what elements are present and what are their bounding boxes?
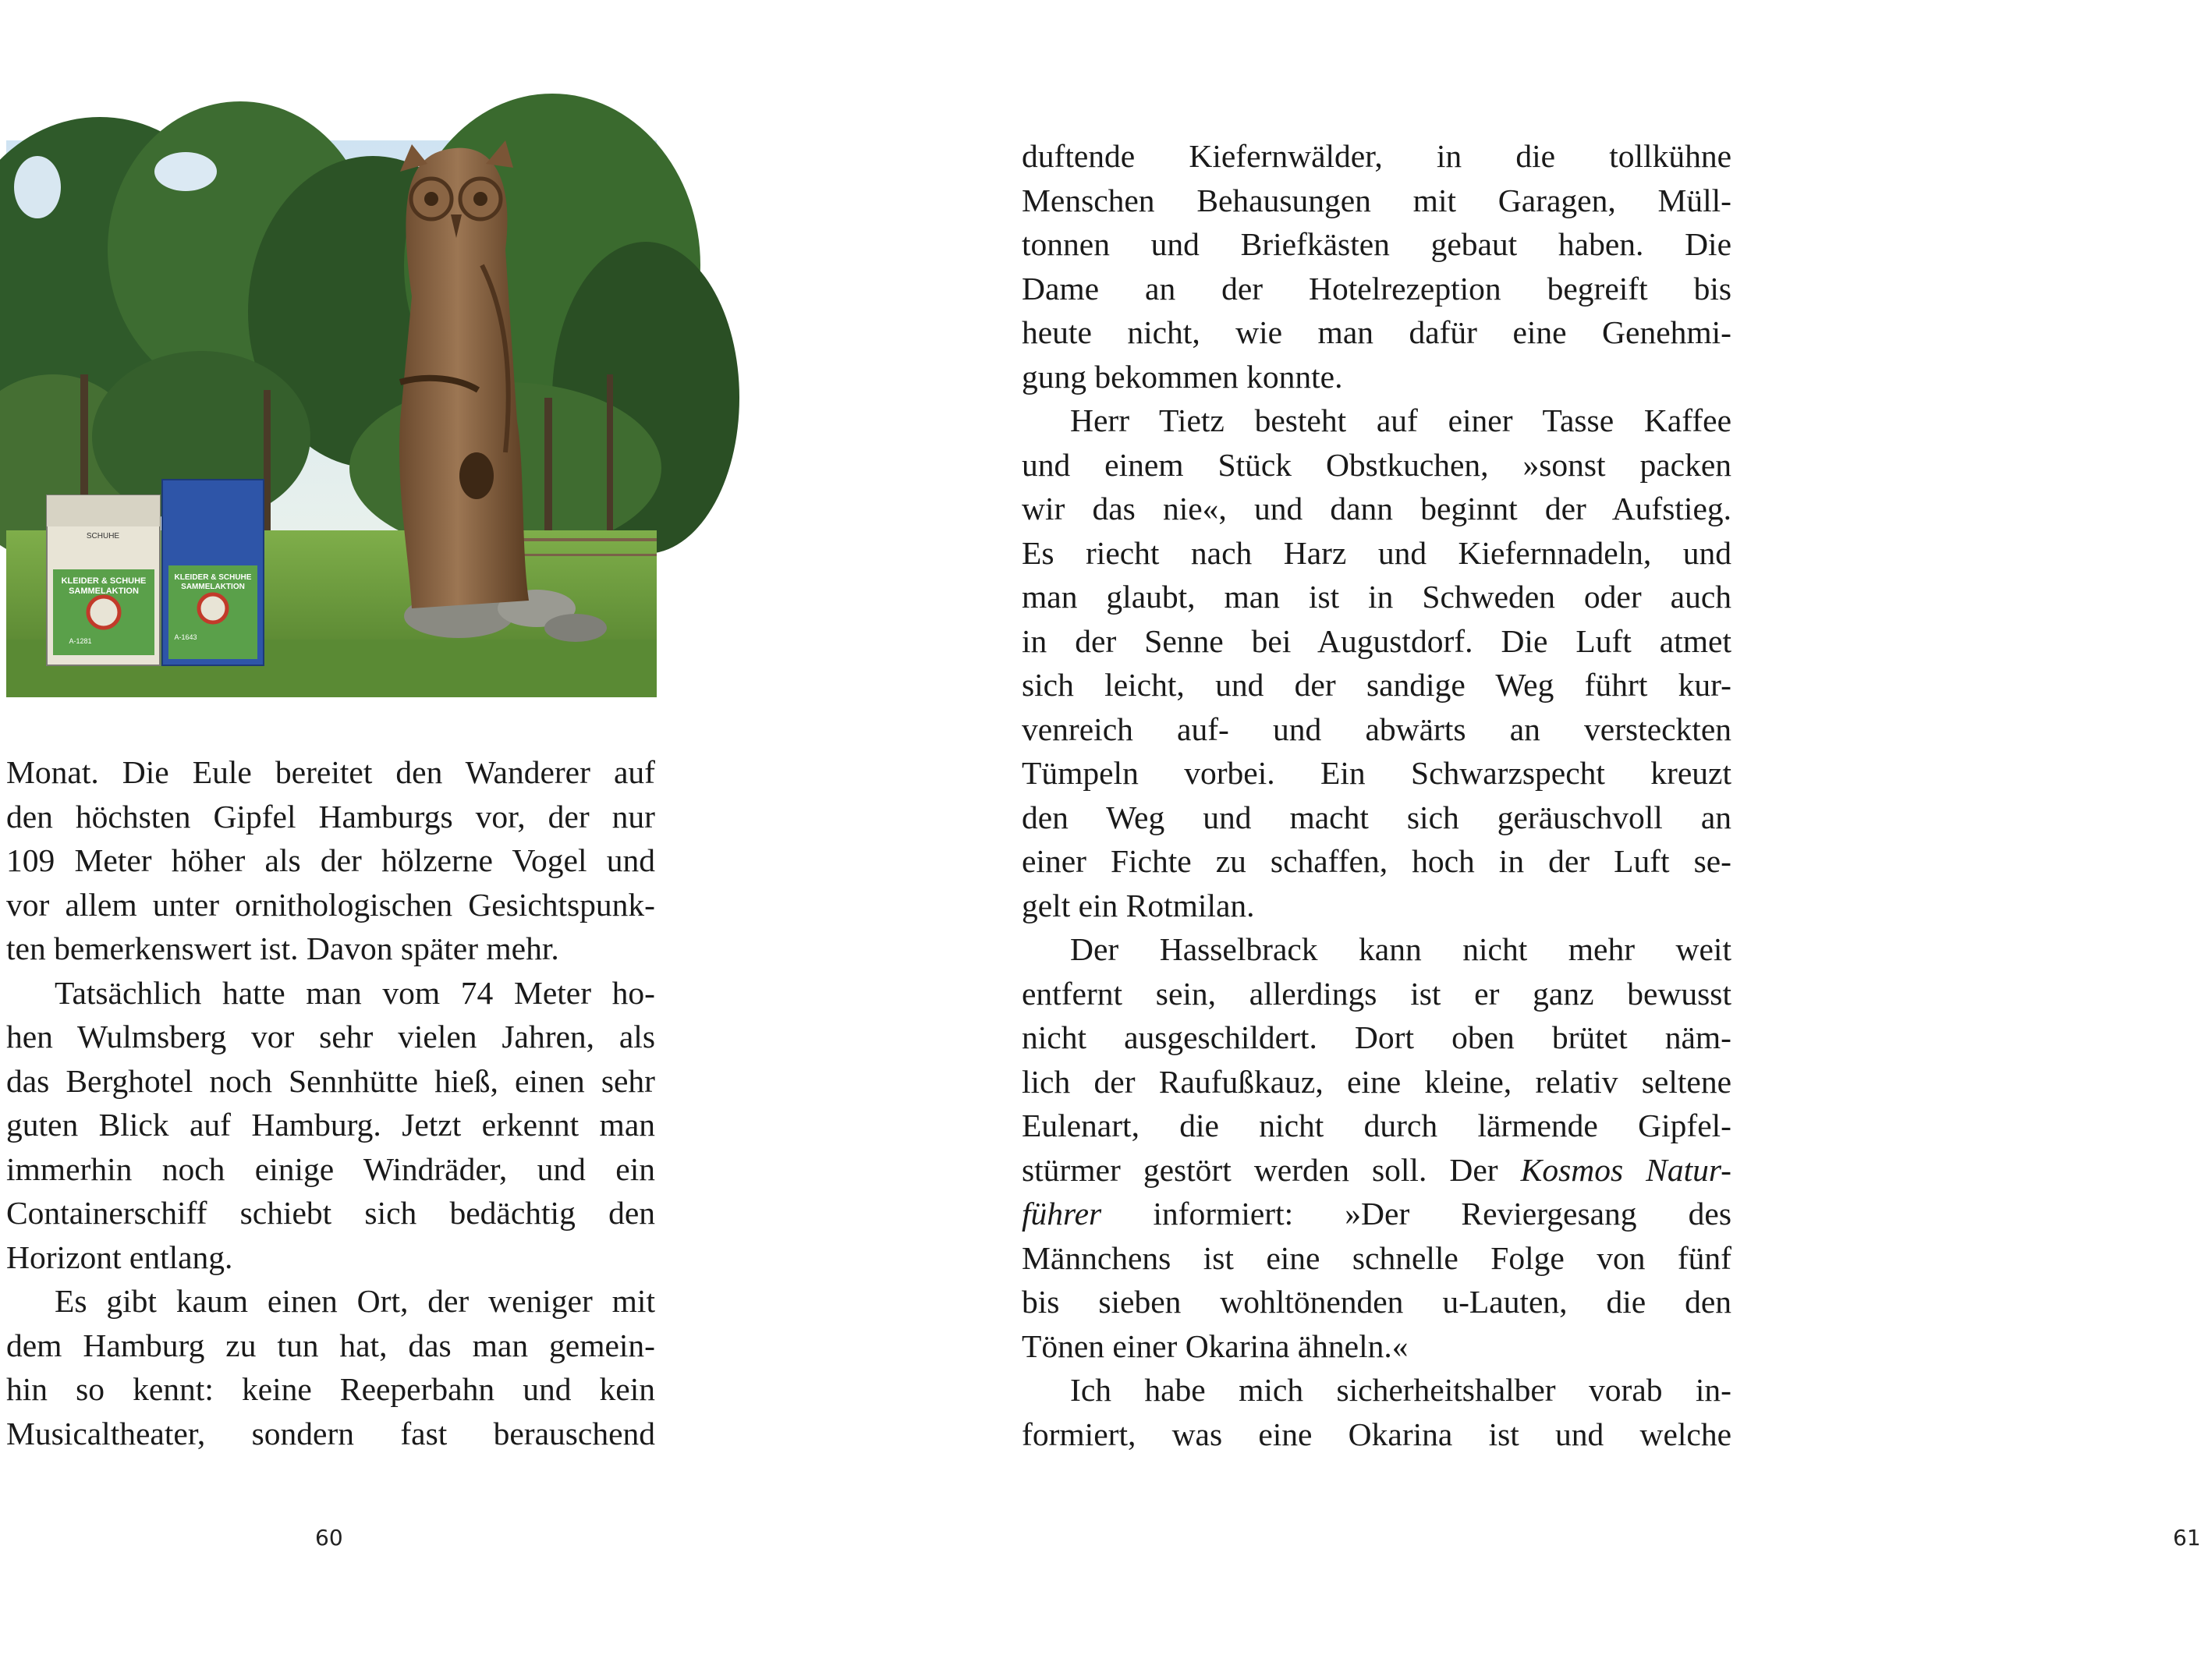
text-line: gung bekommen konnte.: [1022, 358, 1343, 395]
text-line: guten Blick auf Hamburg. Jetzt erkennt man: [6, 1107, 655, 1143]
text-line: venreich auf- und abwärts an versteckten: [1022, 711, 1731, 747]
text-line: Monat. Die Eule bereitet den Wanderer auf: [6, 754, 655, 790]
text-line: gelt ein Rotmilan.: [1022, 887, 1255, 923]
bin-left-id: A-1281: [69, 637, 92, 645]
page-number: 61: [2173, 1525, 2201, 1551]
left-page-body-text: [6, 750, 655, 1455]
text-line: Es gibt kaum einen Ort, der weniger mit: [55, 1283, 655, 1319]
text-line: duftende Kiefernwälder, in die tollkühne: [1022, 138, 1731, 174]
text-line: Containerschiff schiebt sich bedächtig den: [6, 1195, 655, 1231]
text-segment: stürmer gestört werden soll. Der: [1022, 1151, 1521, 1188]
text-line: immerhin noch einige Windräder, und ein: [6, 1150, 655, 1187]
text-line: Horizont entlang.: [6, 1239, 233, 1275]
text-line: 109 Meter höher als der hölzerne Vogel und: [6, 842, 655, 878]
bin-right-id: A-1643: [174, 633, 197, 641]
text-line: das Berghotel noch Sennhütte hieß, einen sehr: [6, 1062, 655, 1099]
bin-right-label-2: SAMMELAKTION: [181, 583, 245, 591]
text-line: und einem Stück Obstkuchen, »sonst packen: [1022, 446, 1731, 483]
bin-left-label-2: SAMMELAKTION: [69, 587, 139, 596]
text-line: Männchens ist eine schnelle Folge von fünf: [1022, 1239, 1731, 1276]
text-line: den höchsten Gipfel Hamburgs vor, der nur: [6, 798, 655, 835]
left-page: [0, 0, 840, 1680]
page-number: 60: [315, 1525, 343, 1551]
bin-right-label-1: KLEIDER & SCHUHE: [174, 573, 252, 582]
text-line: nicht ausgeschildert. Dort oben brütet näm-: [1022, 1019, 1731, 1055]
text-line: Eulenart, die nicht durch lärmende Gipfel-: [1022, 1108, 1731, 1143]
text-line: ten bemerkenswert ist. Davon später mehr.: [6, 930, 559, 966]
text-line: Tatsächlich hatte man vom 74 Meter ho-: [55, 974, 655, 1011]
text-line: sich leicht, und der sandige Weg führt kur-: [1022, 667, 1731, 703]
text-line: tonnen und Briefkästen gebaut haben. Die: [1022, 226, 1731, 262]
text-line: den Weg und macht sich geräuschvoll an: [1022, 799, 1731, 835]
text-line: in der Senne bei Augustdorf. Die Luft atmet: [1022, 622, 1731, 659]
text-line: Der Hasselbrack kann nicht mehr weit: [1070, 931, 1731, 967]
bin-left-label-1: KLEIDER & SCHUHE: [61, 576, 147, 586]
text-line: Menschen Behausungen mit Garagen, Müll-: [1022, 182, 1731, 218]
text-line: vor allem unter ornithologischen Gesichtspunk-: [6, 886, 655, 923]
book-title-italic: Kosmos Natur-: [1520, 1151, 1731, 1188]
text-line: Herr Tietz besteht auf einer Tasse Kaffee: [1070, 402, 1731, 438]
text-line: einer Fichte zu schaffen, hoch in der Luft se-: [1022, 843, 1731, 879]
text-line: formiert, was eine Okarina ist und welche: [1022, 1416, 1731, 1452]
text-line: hen Wulmsberg vor sehr vielen Jahren, als: [6, 1019, 655, 1054]
text-line: man glaubt, man ist in Schweden oder auch: [1022, 579, 1731, 615]
text-line: hin so kennt: keine Reeperbahn und kein: [6, 1371, 655, 1407]
right-page-body-text: [1022, 134, 1731, 1456]
text-line: lich der Raufußkauz, eine kleine, relativ seltene: [1022, 1063, 1731, 1100]
bin-left-top-label: SCHUHE: [86, 532, 120, 541]
text-line: dem Hamburg zu tun hat, das man gemein-: [6, 1327, 655, 1363]
text-line: heute nicht, wie man dafür eine Genehmi-: [1022, 314, 1731, 350]
owl-sculpture-photo: [6, 140, 657, 697]
text-line: Es riecht nach Harz und Kiefernnadeln, und: [1022, 534, 1731, 571]
text-line-mixed: [1022, 1192, 1731, 1236]
book-title-italic: führer: [1022, 1196, 1102, 1232]
text-line-mixed: [1022, 1148, 1731, 1193]
text-line: Ich habe mich sicherheitshalber vorab in-: [1070, 1372, 1731, 1408]
text-line: entfernt sein, allerdings ist er ganz bewusst: [1022, 975, 1731, 1012]
text-line: wir das nie«, und dann beginnt der Aufstieg.: [1022, 491, 1731, 526]
right-page: [840, 0, 2201, 1680]
text-line: bis sieben wohltönenden u-Lauten, die den: [1022, 1284, 1731, 1320]
text-line: Dame an der Hotelrezeption begreift bis: [1022, 270, 1731, 307]
text-line: Tümpeln vorbei. Ein Schwarzspecht kreuzt: [1022, 755, 1731, 791]
text-line: Musicaltheater, sondern fast berauschend: [6, 1415, 655, 1451]
text-segment: informiert: »Der Reviergesang des: [1101, 1196, 1731, 1232]
text-line: Tönen einer Okarina ähneln.«: [1022, 1327, 1409, 1364]
